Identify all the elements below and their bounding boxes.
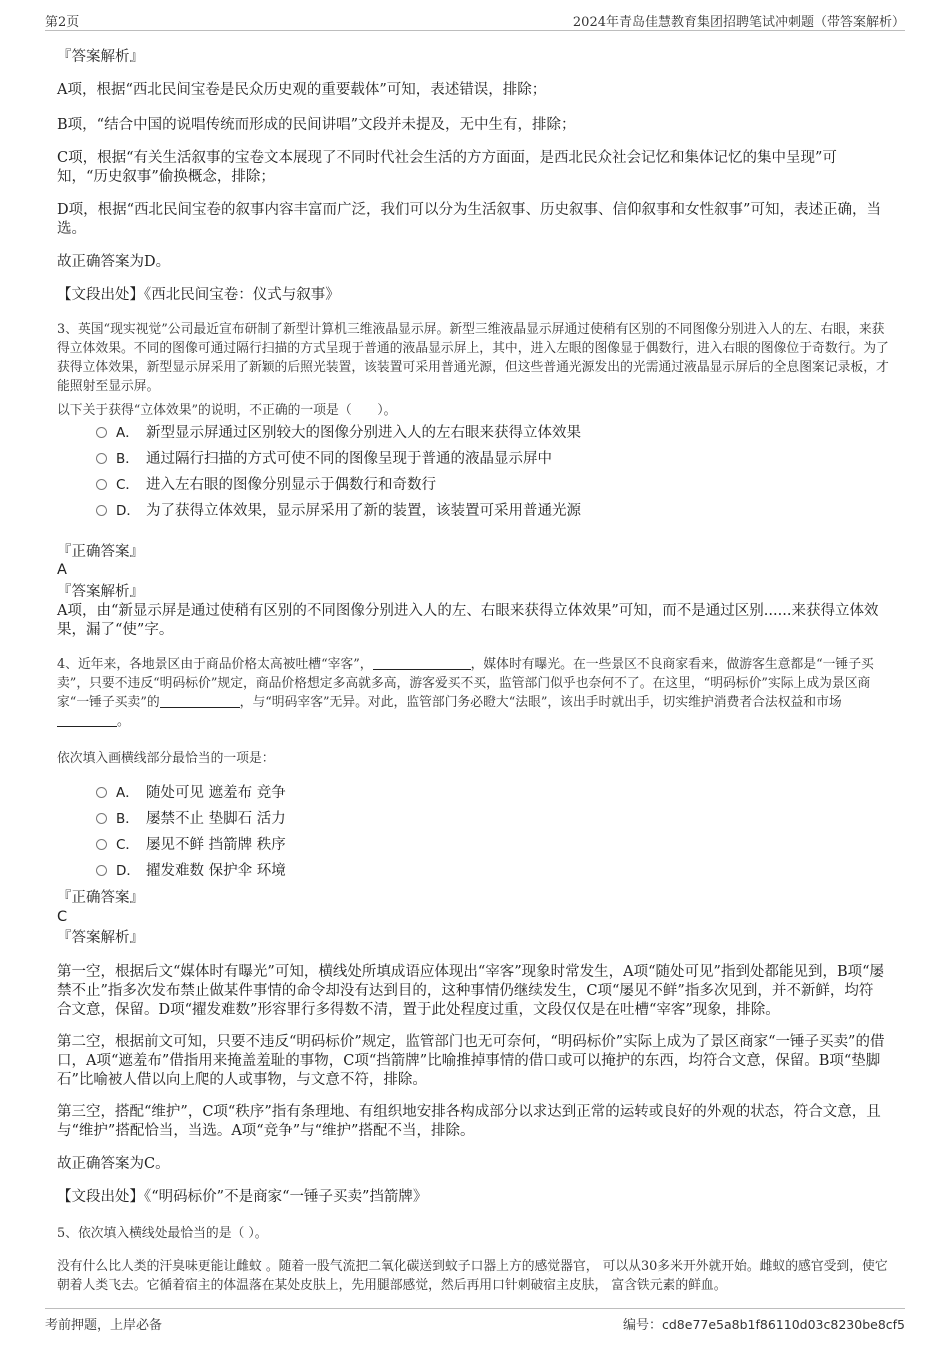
q2-analysis-a: A项，根据“西北民间宝卷是民众历史观的重要载体”可知，表述错误，排除；: [57, 82, 547, 98]
q2-analysis-title: 『答案解析』: [57, 49, 144, 65]
q4-answer-title: 『正确答案』: [57, 890, 144, 906]
q2-analysis-b: B项，“结合中国的说唱传统而形成的民间讲唱”文段并未提及，无中生有，排除；: [57, 117, 576, 133]
q4-stem: 4、近年来，各地景区由于商品价格太高被吐槽“宰客”， ，媒体时有曝光。在一些景区不良商家看来，做游客生意都是“一锤子买卖”，只要不违反“明码标价”规定，商品价格想定多高就多高，游客爱买不买，监管部门似乎也奈何不了。在这里，“明码标价”实际上成为景区商家“一锤子买卖”的 ，与“明码宰客”无异。对此，监管部门务必瞪大“法眼”，该出手时就出手，切实维护消费者合法权益和市场。: [57, 657, 874, 729]
q3-option-c[interactable]: C． 进入左右眼的图像分别显示于偶数行和奇数行: [96, 476, 436, 495]
radio-icon[interactable]: [96, 865, 107, 876]
q3-option-b[interactable]: B． 通过隔行扫描的方式可使不同的图像呈现于普通的液晶显示屏中: [96, 450, 552, 469]
q4-option-c[interactable]: C． 屡见不鲜 挡箭牌 秩序: [96, 836, 286, 855]
page-number: 第2页: [45, 15, 80, 30]
q2-analysis-c: C项，根据“有关生活叙事的宝卷文本展现了不同时代社会生活的方方面面，是西北民众社会记忆和集体记忆的集中呈现”可知，“历史叙事”偷换概念，排除；: [57, 150, 837, 185]
q4-option-d[interactable]: D． 擢发难数 保护伞 环境: [96, 862, 286, 881]
document-code: 编号：cd8e77e5a8b1f86110d03c8230be8cf5: [622, 1317, 905, 1333]
radio-icon[interactable]: [96, 839, 107, 850]
q5-question: 5、依次填入横线处最恰当的是（ ）。: [57, 1226, 268, 1241]
q3-option-a[interactable]: A． 新型显示屏通过区别较大的图像分别进入人的左右眼来获得立体效果: [96, 424, 581, 443]
q3-analysis: A项，由“新显示屏是通过使稍有区别的不同图像分别进入人的左、右眼来获得立体效果”可知，而不是通过区别......来获得立体效果，漏了“使”字。: [57, 603, 879, 638]
q3-analysis-title: 『答案解析』: [57, 584, 144, 600]
radio-icon[interactable]: [96, 427, 107, 438]
radio-icon[interactable]: [96, 787, 107, 798]
q3-stem: 3、英国“现实视觉”公司最近宣布研制了新型计算机三维液晶显示屏。新型三维液晶显示屏通过使稍有区别的不同图像分别进入人的左、右眼，来获得立体效果。不同的图像可通过隔行扫描的方式呈现于普通的液晶显示屏上，其中，进入左眼的图像显于偶数行，进入右眼的图像位于奇数行。为了获得立体效果，新型显示屏采用了新颖的后照光装置，该装置可采用普通光源，但这些普通光源发出的光需通过液晶显示屏后的全息图案记录板，才能照射至显示屏。: [57, 322, 889, 394]
q4-analysis-p2: 第二空，根据前文可知，只要不违反“明码标价”规定，监管部门也无可奈何，“明码标价”实际上成为了景区商家“一锤子买卖”的借口，A项“遮羞布”借指用来掩盖羞耻的事物，C项“挡箭牌”比喻推掉事情的借口或可以掩护的东西，均符合文意，保留。B项“垫脚石”比喻被人借以向上爬的人或事物，与文意不符，排除。: [57, 1034, 885, 1088]
q4-option-b[interactable]: B． 屡禁不止 垫脚石 活力: [96, 810, 286, 829]
page-footer: [45, 1308, 905, 1331]
q4-option-a[interactable]: A． 随处可见 遮羞布 竞争: [96, 784, 286, 803]
radio-icon[interactable]: [96, 479, 107, 490]
q2-source: 【文段出处】《西北民间宝卷：仪式与叙事》: [57, 287, 340, 303]
document-title: 2024年青岛佳慧教育集团招聘笔试冲刺题（带答案解析）: [572, 15, 905, 30]
q2-analysis-d: D项，根据“西北民间宝卷的叙事内容丰富而广泛，我们可以分为生活叙事、历史叙事、信仰叙事和女性叙事”可知，表述正确，当选。: [57, 202, 881, 237]
q4-source: 【文段出处】《“明码标价”不是商家“一锤子买卖”挡箭牌》: [57, 1189, 428, 1205]
q3-answer: A: [57, 562, 67, 578]
q4-question: 依次填入画横线部分最恰当的一项是：: [57, 751, 275, 766]
q5-passage: 没有什么比人类的汗臭味更能让雌蚊 。随着一股气流把二氧化碳送到蚊子口器上方的感觉器官， 可以从30多米开外就开始。雌蚁的感官受到，使它朝着人类飞去。它循着宿主的体温落在某处皮肤上，先用腿部感觉，然后再用口针刺破宿主皮肤， 富含铁元素的鲜血。: [57, 1259, 888, 1293]
q3-answer-title: 『正确答案』: [57, 544, 144, 560]
q3-option-d[interactable]: D． 为了获得立体效果，显示屏采用了新的装置，该装置可采用普通光源: [96, 502, 581, 521]
q4-analysis-p1: 第一空，根据后文“媒体时有曝光”可知，横线处所填成语应体现出“宰客”现象时常发生，A项“随处可见”指到处都能见到，B项“屡禁不止”指多次发布禁止做某件事情的命令却没有达到目的，这种事情仍继续发生，C项“屡见不鲜”指多次见到，并不新鲜，均符合文意，保留。D项“擢发难数”形容罪行多得数不清，置于此处程度过重，文段仅仅是在吐槽“宰客”现象，排除。: [57, 964, 885, 1018]
radio-icon[interactable]: [96, 505, 107, 516]
blank-1: [373, 655, 471, 670]
radio-icon[interactable]: [96, 453, 107, 464]
q4-answer: C: [57, 909, 68, 925]
blank-2: [160, 693, 240, 708]
q4-analysis-title: 『答案解析』: [57, 930, 144, 946]
q4-analysis-p3: 第三空，搭配“维护”，C项“秩序”指有条理地、有组织地安排各构成部分以求达到正常的运转或良好的外观的状态，符合文意，且与“维护”搭配恰当，当选。A项“竞争”与“维护”搭配不当，排除。: [57, 1104, 881, 1139]
footer-slogan: 考前押题，上岸必备: [45, 1318, 163, 1333]
page-header: [45, 8, 905, 31]
radio-icon[interactable]: [96, 813, 107, 824]
q4-conclusion: 故正确答案为C。: [57, 1156, 170, 1172]
q3-question: 以下关于获得“立体效果”的说明，不正确的一项是（ ）。: [57, 403, 397, 418]
q2-conclusion: 故正确答案为D。: [57, 254, 171, 270]
blank-3: [57, 712, 117, 727]
